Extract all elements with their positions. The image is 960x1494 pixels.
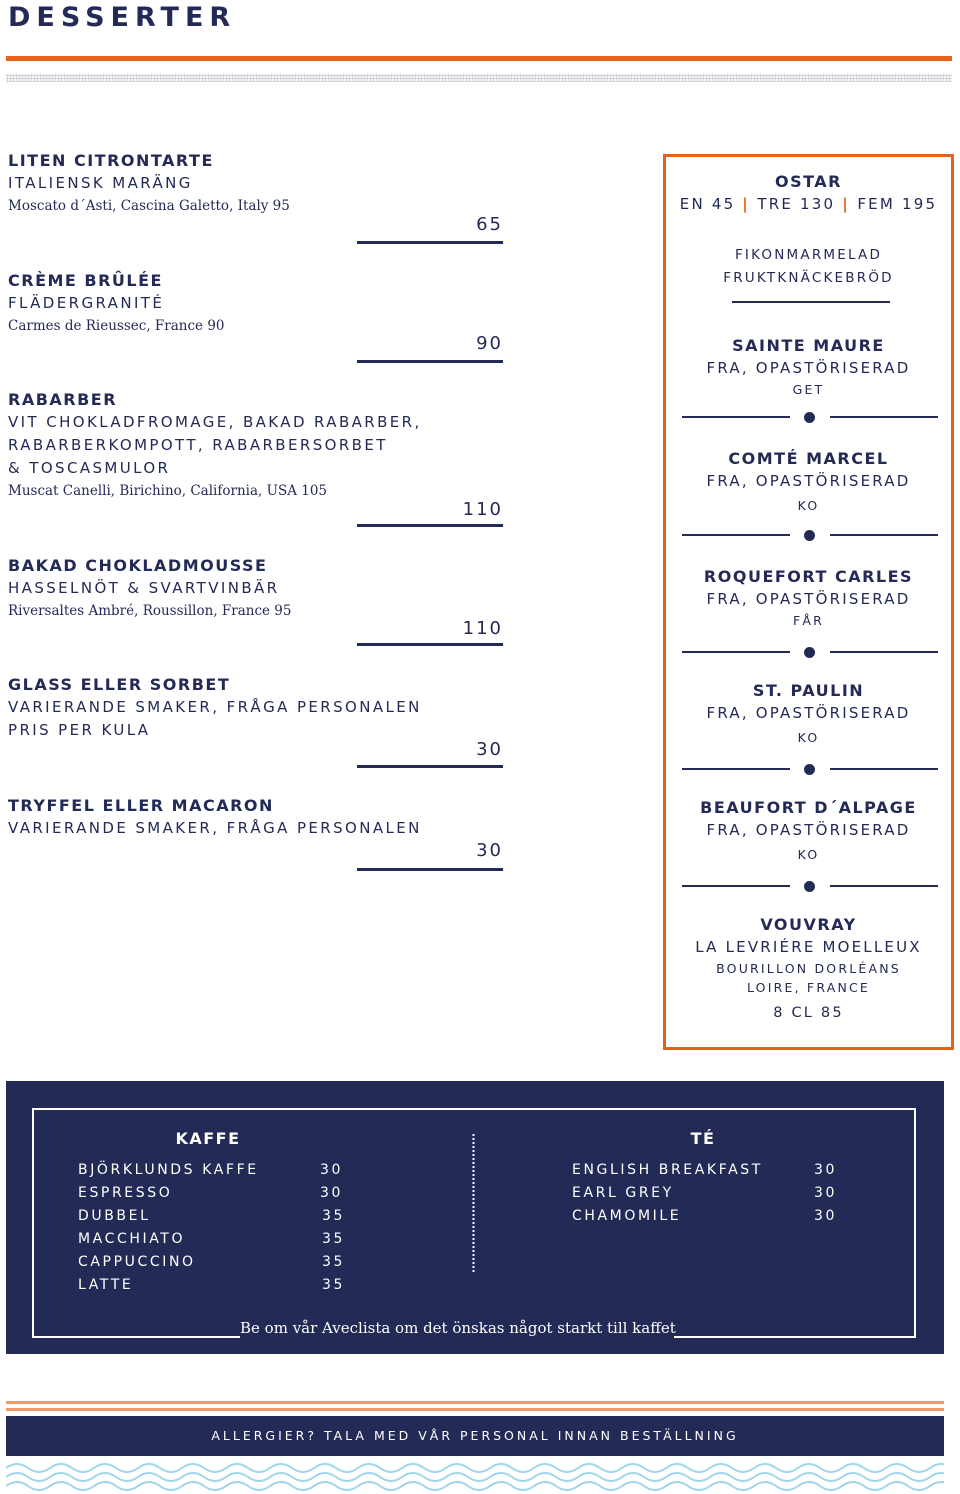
dessert-item-chokladmousse <box>8 554 508 622</box>
allergy-banner <box>6 1416 944 1456</box>
cheese-option: TRE 130 <box>757 195 836 213</box>
drink-price: 30 <box>814 1162 838 1178</box>
dessert-description: VIT CHOKLADFROMAGE, BAKAD RABARBER, <box>8 413 422 431</box>
drink-name: MACCHIATO <box>78 1231 186 1247</box>
coffee-row <box>78 1251 348 1274</box>
dessert-description: RABARBERKOMPOTT, RABARBERSORBET <box>8 436 388 454</box>
coffee-tea-panel <box>6 1081 944 1354</box>
cheese-item <box>666 796 951 864</box>
decor-stripe <box>6 1408 944 1411</box>
wine-producer: LA LEVRIÉRE MOELLEUX <box>695 938 922 956</box>
coffee-row <box>78 1205 348 1228</box>
cheese-option: FEM 195 <box>857 195 938 213</box>
cheese-name: SAINTE MAURE <box>732 336 885 355</box>
drink-name: BJÖRKLUNDS KAFFE <box>78 1162 259 1178</box>
cheese-origin: FRA, OPASTÖRISERAD <box>706 821 911 839</box>
option-divider: | <box>842 195 858 213</box>
cheese-name: ROQUEFORT CARLES <box>703 567 914 586</box>
decor-stripe <box>6 1401 944 1404</box>
drink-price: 30 <box>814 1185 838 1201</box>
tea-row <box>572 1159 852 1182</box>
coffee-row <box>78 1182 348 1205</box>
dessert-wine-pairing: Muscat Canelli, Birichino, California, USA 105 <box>8 483 328 499</box>
wine-region: LOIRE, FRANCE <box>746 980 871 995</box>
tea-title: TÉ <box>690 1129 716 1148</box>
cheese-item <box>666 447 951 515</box>
tea-row <box>572 1182 852 1205</box>
dessert-description: HASSELNÖT & SVARTVINBÄR <box>8 579 280 597</box>
dessert-wine-pairing: Moscato d´Asti, Cascina Galetto, Italy 95 <box>8 198 290 214</box>
dessert-name: CRÈME BRÛLÉE <box>8 271 163 290</box>
dot-separator <box>682 762 938 776</box>
allergy-note: ALLERGIER? TALA MED VÅR PERSONAL INNAN BESTÄLLNING <box>211 1428 739 1443</box>
dessert-description: PRIS PER KULA <box>8 721 151 739</box>
wine-price: 8 CL 85 <box>773 1005 844 1021</box>
cheese-item <box>666 679 951 747</box>
cheese-title: OSTAR <box>775 172 842 191</box>
dessert-wine-pairing: Riversaltes Ambré, Roussillon, France 95 <box>8 603 292 619</box>
dessert-price: 30 <box>476 739 503 760</box>
drink-name: LATTE <box>78 1277 134 1293</box>
dessert-item-creme-brulee <box>8 269 508 337</box>
dessert-item-glass <box>8 673 508 742</box>
cheese-name: ST. PAULIN <box>752 681 865 700</box>
cheese-animal: KO <box>797 498 820 513</box>
wave-decoration <box>6 1460 944 1494</box>
cheese-item <box>666 334 951 399</box>
cheese-animal: KO <box>797 847 820 862</box>
wine-name: VOUVRAY <box>760 915 857 934</box>
cheese-animal: GET <box>792 382 825 397</box>
cheese-name: BEAUFORT D´ALPAGE <box>700 798 917 817</box>
drink-price: 30 <box>320 1162 344 1178</box>
coffee-row <box>78 1274 348 1297</box>
dessert-item-rabarber <box>8 388 508 502</box>
header-orange-rule <box>6 56 952 61</box>
cheese-origin: FRA, OPASTÖRISERAD <box>706 590 911 608</box>
dessert-wine-pairing: Carmes de Rieussec, France 90 <box>8 318 225 334</box>
price-rule <box>357 643 503 646</box>
drink-name: DUBBEL <box>78 1208 151 1224</box>
dessert-name: GLASS ELLER SORBET <box>8 675 231 694</box>
dessert-description: FLÄDERGRANITÉ <box>8 294 165 312</box>
dessert-price: 30 <box>476 840 503 861</box>
dessert-price: 110 <box>462 618 503 639</box>
cheese-option: EN 45 <box>679 195 736 213</box>
wine-origin: BOURILLON DORLÉANS <box>716 961 901 976</box>
dessert-name: RABARBER <box>8 390 118 409</box>
cheese-extras <box>666 244 951 290</box>
price-rule <box>357 524 503 527</box>
drink-price: 35 <box>322 1208 346 1224</box>
coffee-row <box>78 1159 348 1182</box>
cheese-animal: FÅR <box>792 613 825 628</box>
dessert-wine <box>666 913 951 1025</box>
option-divider: | <box>742 195 758 213</box>
dessert-price: 65 <box>476 214 503 235</box>
tea-row <box>572 1205 852 1228</box>
cheese-rule <box>732 301 890 303</box>
cheese-origin: FRA, OPASTÖRISERAD <box>706 472 911 490</box>
drink-price: 35 <box>322 1254 346 1270</box>
page-title: DESSERTER <box>8 2 237 33</box>
dessert-item-citrontarte <box>8 149 508 217</box>
cheese-origin: FRA, OPASTÖRISERAD <box>706 704 911 722</box>
cheese-header <box>666 170 951 216</box>
dessert-description: ITALIENSK MARÄNG <box>8 174 193 192</box>
dessert-price: 110 <box>462 499 503 520</box>
aveclista-note: Be om vår Aveclista om det önskas något starkt till kaffet <box>240 1319 676 1337</box>
dot-separator <box>682 410 938 424</box>
price-rule <box>357 868 503 871</box>
cheese-box <box>663 154 954 1050</box>
cheese-origin: FRA, OPASTÖRISERAD <box>706 359 911 377</box>
dessert-name: LITEN CITRONTARTE <box>8 151 214 170</box>
cheese-name: COMTÉ MARCEL <box>728 449 889 468</box>
dot-separator <box>682 879 938 893</box>
dessert-price: 90 <box>476 333 503 354</box>
drink-price: 35 <box>322 1277 346 1293</box>
drink-price: 30 <box>320 1185 344 1201</box>
cheese-extra: FIKONMARMELAD <box>734 247 883 263</box>
drink-name: CHAMOMILE <box>572 1208 682 1224</box>
cheese-extra: FRUKTKNÄCKEBRÖD <box>723 270 894 286</box>
drink-price: 35 <box>322 1231 346 1247</box>
coffee-row <box>78 1228 348 1251</box>
drink-name: EARL GREY <box>572 1185 674 1201</box>
cheese-item <box>666 565 951 630</box>
cheese-options <box>666 193 951 216</box>
price-rule <box>357 765 503 768</box>
dessert-description: VARIERANDE SMAKER, FRÅGA PERSONALEN <box>8 819 422 837</box>
drink-price: 30 <box>814 1208 838 1224</box>
cheese-animal: KO <box>797 730 820 745</box>
dessert-item-tryffel <box>8 794 508 840</box>
header-dotted-rule <box>6 74 952 82</box>
drink-name: CAPPUCCINO <box>78 1254 196 1270</box>
dessert-description: VARIERANDE SMAKER, FRÅGA PERSONALEN <box>8 698 422 716</box>
column-divider <box>472 1133 475 1273</box>
drink-name: ESPRESSO <box>78 1185 173 1201</box>
dessert-description: & TOSCASMULOR <box>8 459 171 477</box>
price-rule <box>357 360 503 363</box>
dessert-name: BAKAD CHOKLADMOUSSE <box>8 556 268 575</box>
dessert-name: TRYFFEL ELLER MACARON <box>8 796 274 815</box>
dot-separator <box>682 645 938 659</box>
price-rule <box>357 241 503 244</box>
coffee-title: KAFFE <box>175 1129 241 1148</box>
drink-name: ENGLISH BREAKFAST <box>572 1162 763 1178</box>
dot-separator <box>682 528 938 542</box>
